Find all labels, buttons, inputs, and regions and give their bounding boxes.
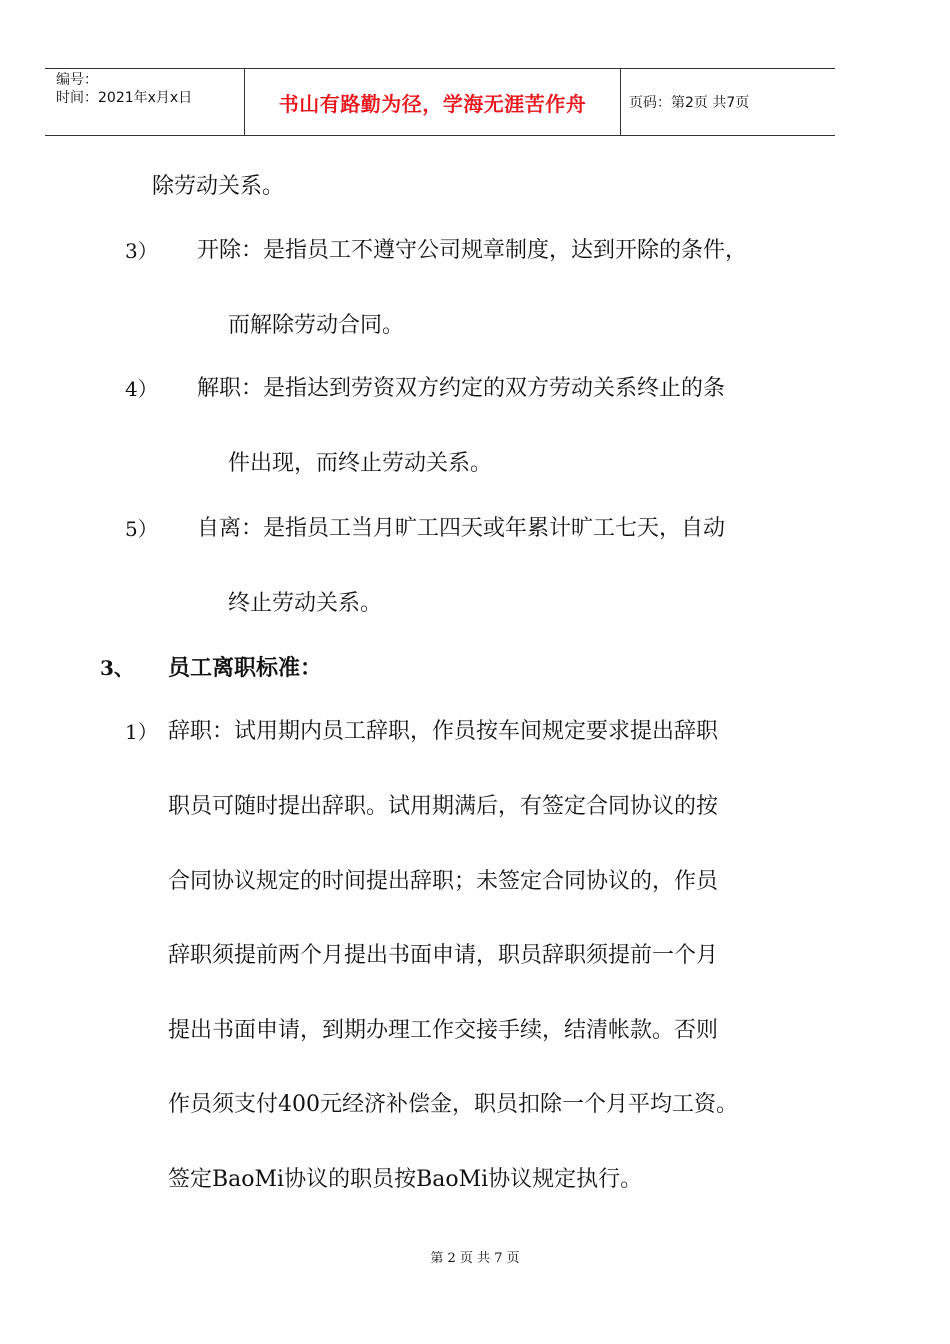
paragraph-1-number: 1） [125,720,158,744]
paragraph-1-line: 职员可随时提出辞职。试用期满后，有签定合同协议的按 [168,794,719,819]
item-5-line-2: 终止劳动关系。 [228,591,383,616]
header-motto: 书山有路勤为径，学海无涯苦作舟 [278,91,587,116]
paragraph-1-line: 提出书面申请，到期办理工作交接手续，结清帐款。否则 [168,1018,719,1043]
item-4-line-2: 件出现，而终止劳动关系。 [228,451,493,476]
section-3-title: 员工离职标准： [168,655,323,681]
page-footer: 第 2 页 共 7 页 [430,1251,520,1266]
item-3-number: 3） [125,239,158,263]
paragraph-1-line: 作员须支付400元经济补偿金，职员扣除一个月平均工资。 [168,1092,738,1117]
item-3-line-1: 开除：是指员工不遵守公司规章制度，达到开除的条件， [197,238,748,263]
header-motto-cell [245,69,621,135]
time-label: 时间：2021年x月x日 [56,90,193,106]
paragraph-1-line: 签定BaoMi协议的职员按BaoMi协议规定执行。 [168,1167,643,1192]
paragraph-1-line: 辞职：试用期内员工辞职，作员按车间规定要求提出辞职 [168,719,719,744]
item-4-line-1: 解职：是指达到劳资双方约定的双方劳动关系终止的条 [197,376,726,401]
page-header [45,68,835,136]
continued-line: 除劳动关系。 [152,174,285,199]
paragraph-1-line: 合同协议规定的时间提出辞职；未签定合同协议的，作员 [168,869,719,894]
item-4-number: 4） [125,377,158,401]
item-5-number: 5） [125,517,158,541]
item-3-line-2: 而解除劳动合同。 [228,313,405,338]
number-label: 编号： [56,72,98,88]
item-5-line-1: 自离：是指员工当月旷工四天或年累计旷工七天，自动 [197,516,726,541]
paragraph-1-line: 辞职须提前两个月提出书面申请，职员辞职须提前一个月 [168,943,719,968]
header-page-info: 页码：第2页 共7页 [629,95,750,111]
header-meta [45,69,245,135]
section-3-number: 3、 [100,656,134,680]
